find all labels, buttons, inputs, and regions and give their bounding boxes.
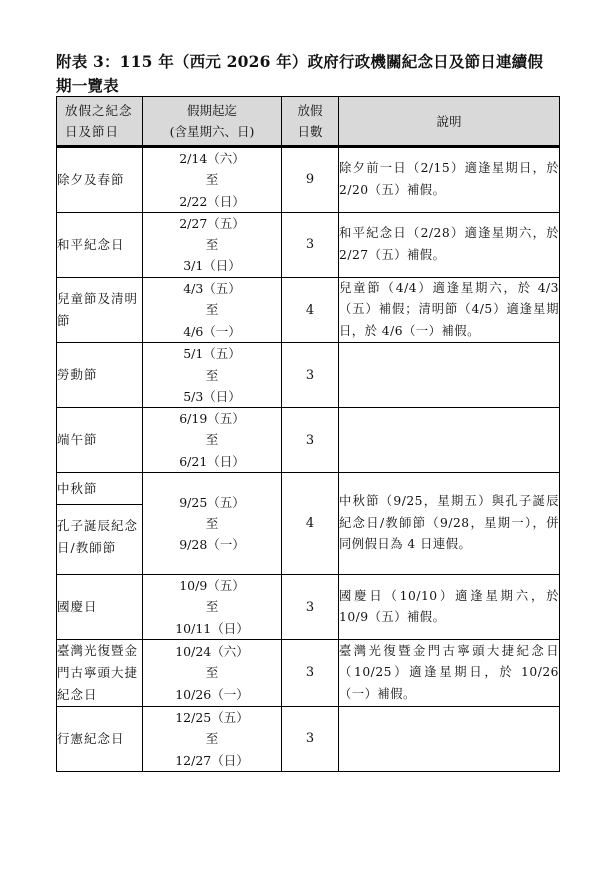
period-start: 5/1（五） — [183, 346, 241, 362]
period-separator: 至 — [205, 731, 219, 747]
header-note-text: 說明 — [436, 113, 462, 129]
holiday-period — [143, 639, 282, 706]
table-row — [57, 212, 560, 277]
holiday-days: 3 — [282, 706, 339, 771]
holiday-note: 除夕前一日（2/15）適逢星期日，於 2/20（五）補假。 — [339, 147, 560, 213]
holiday-note — [339, 706, 560, 771]
holiday-period — [143, 473, 282, 575]
holiday-table — [56, 96, 560, 772]
holiday-note: 和平紀念日（2/28）適逢星期六，於 2/27（五）補假。 — [339, 212, 560, 277]
holiday-period — [143, 575, 282, 640]
holiday-note — [339, 408, 560, 473]
period-start: 9/25（五） — [179, 494, 245, 510]
table-row — [57, 147, 560, 213]
holiday-name: 兒童節及清明節 — [57, 277, 143, 343]
period-start: 12/25（五） — [175, 709, 249, 725]
period-separator: 至 — [205, 172, 219, 188]
holiday-name: 除夕及春節 — [57, 147, 143, 213]
holiday-name: 中秋節 — [57, 473, 143, 505]
period-end: 12/27（日） — [175, 752, 249, 768]
holiday-days: 3 — [282, 408, 339, 473]
period-start: 2/27（五） — [179, 215, 245, 231]
holiday-days: 4 — [282, 473, 339, 575]
table-row — [57, 575, 560, 640]
table-row — [57, 473, 560, 505]
holiday-name: 勞動節 — [57, 343, 143, 408]
table-row — [57, 277, 560, 343]
period-end: 3/1（日） — [183, 258, 241, 274]
holiday-days: 3 — [282, 639, 339, 706]
header-name — [57, 97, 143, 147]
period-end: 6/21（日） — [179, 453, 245, 469]
period-end: 9/28（一） — [179, 537, 245, 553]
period-end: 2/22（日） — [179, 193, 245, 209]
period-separator: 至 — [205, 302, 219, 318]
period-end: 10/26（一） — [175, 686, 249, 702]
period-separator: 至 — [205, 515, 219, 531]
period-start: 2/14（六） — [179, 151, 245, 166]
holiday-days: 3 — [282, 343, 339, 408]
holiday-days: 3 — [282, 575, 339, 640]
holiday-period — [143, 408, 282, 473]
holiday-period — [143, 147, 282, 213]
header-name-line2: 日及節日 — [65, 124, 120, 139]
period-start: 10/9（五） — [179, 578, 245, 594]
period-separator: 至 — [205, 367, 219, 383]
table-row — [57, 343, 560, 408]
holiday-days: 9 — [282, 147, 339, 213]
holiday-note: 中秋節（9/25，星期五）與孔子誕辰紀念日/教師節（9/28，星期一），併同例假日為 4 日連假。 — [339, 473, 560, 575]
header-days-line1: 放假 — [297, 103, 323, 118]
holiday-name: 行憲紀念日 — [57, 706, 143, 771]
period-separator: 至 — [205, 237, 219, 253]
table-header-row — [57, 97, 560, 147]
holiday-note: 兒童節（4/4）適逢星期六，於 4/3（五）補假；清明節（4/5）適逢星期日，於 4/6（一）補假。 — [339, 277, 560, 343]
header-period-line1: 假期起迄 — [186, 103, 237, 118]
holiday-period — [143, 343, 282, 408]
period-separator: 至 — [205, 599, 219, 615]
holiday-period — [143, 277, 282, 343]
header-period — [143, 97, 282, 147]
period-separator: 至 — [205, 665, 219, 681]
holiday-note: 臺灣光復暨金門古寧頭大捷紀念日（10/25）適逢星期日，於 10/26（一）補假。 — [339, 639, 560, 706]
period-end: 10/11（日） — [175, 620, 249, 636]
period-end: 5/3（日） — [183, 388, 241, 404]
holiday-days: 3 — [282, 212, 339, 277]
holiday-period — [143, 212, 282, 277]
holiday-days: 4 — [282, 277, 339, 343]
holiday-name: 國慶日 — [57, 575, 143, 640]
period-start: 6/19（五） — [179, 411, 245, 427]
page-title: 附表 3：115 年（西元 2026 年）政府行政機關紀念日及節日連續假期一覽表 — [56, 52, 544, 95]
holiday-name: 臺灣光復暨金門古寧頭大捷紀念日 — [57, 639, 143, 706]
period-end: 4/6（一） — [183, 323, 241, 339]
period-separator: 至 — [205, 432, 219, 448]
header-name-line1: 放假之紀念 — [65, 103, 133, 118]
header-period-line2: (含星期六、日) — [169, 124, 255, 139]
holiday-name-secondary: 孔子誕辰紀念日/教師節 — [57, 505, 143, 575]
table-row — [57, 706, 560, 771]
table-row — [57, 639, 560, 706]
holiday-name: 端午節 — [57, 408, 143, 473]
table-row — [57, 408, 560, 473]
header-days-line2: 日數 — [297, 124, 323, 139]
period-start: 10/24（六） — [175, 644, 249, 659]
holiday-note: 國慶日（10/10）適逢星期六，於 10/9（五）補假。 — [339, 575, 560, 640]
period-start: 4/3（五） — [183, 281, 241, 297]
header-note — [339, 97, 560, 147]
holiday-period — [143, 706, 282, 771]
header-days — [282, 97, 339, 147]
holiday-note — [339, 343, 560, 408]
holiday-name: 和平紀念日 — [57, 212, 143, 277]
